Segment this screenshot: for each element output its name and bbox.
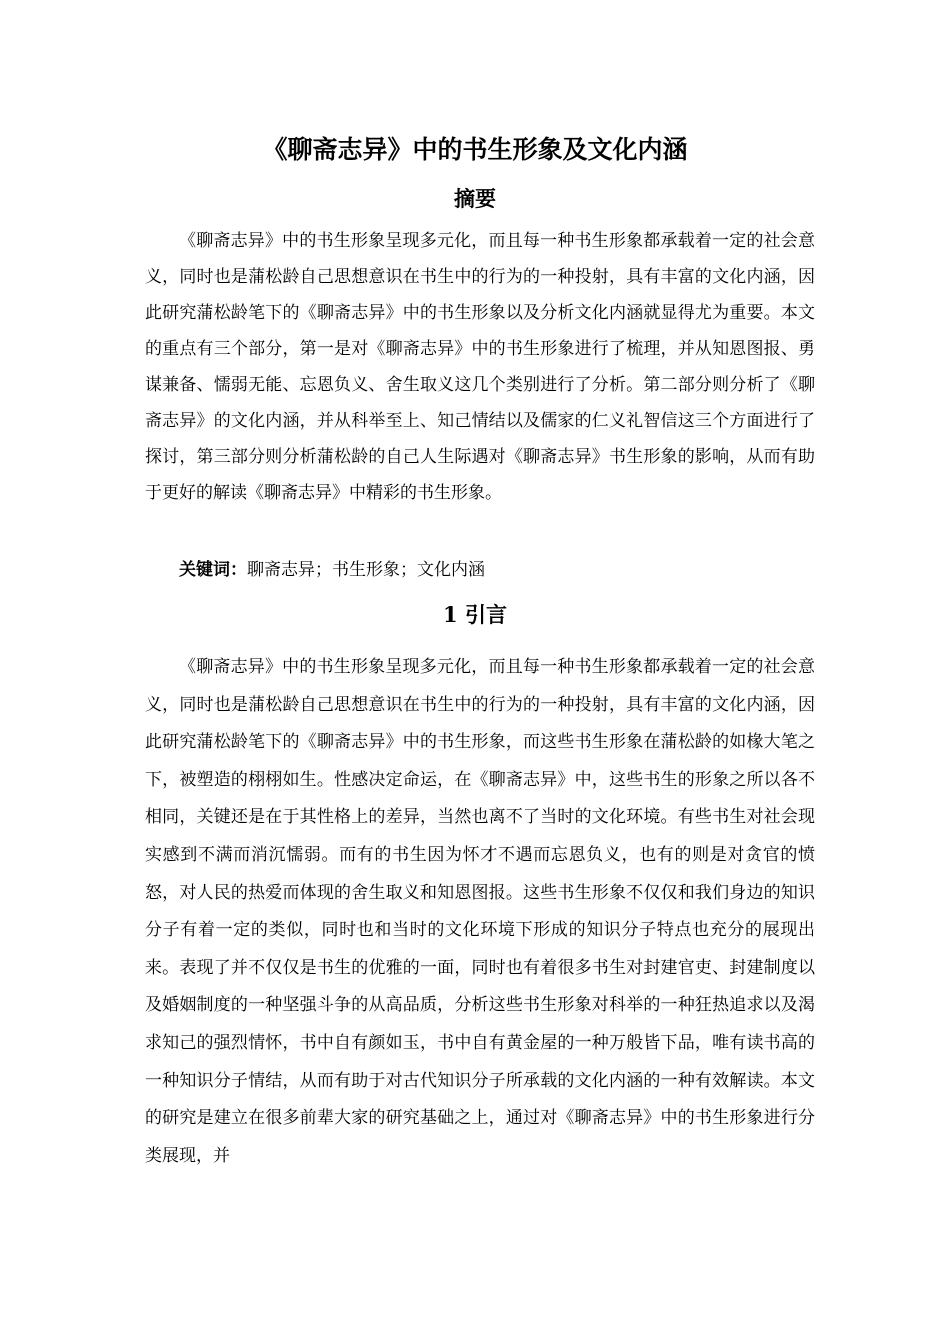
keywords-label: 关键词： — [179, 560, 247, 580]
section-heading-introduction: 1 引言 — [443, 602, 507, 627]
introduction-paragraph: 《聊斋志异》中的书生形象呈现多元化，而且每一种书生形象都承载着一定的社会意义，同时也是蒲松龄自己思想意识在书生中的行为的一种投射，具有丰富的文化内涵，因此研究蒲松龄笔下的《聊斋志异》中的书生形象，而这些书生形象在蒲松龄的如椽大笔之下，被塑造的栩栩如生。性感决定命运，在《聊斋志异》中，这些书生的形象之所以各不相同，关键还是在于其性格上的差异，当然也离不了当时的文化环境。有些书生对社会现实感到不满而消沉懦弱。而有的书生因为怀才不遇而忘恩负义，也有的则是对贪官的愤怒，对人民的热爱而体现的舍生取义和知恩图报。这些书生形象不仅仅和我们身边的知识分子有着一定的类似，同时也和当时的文化环境下形成的知识分子特点也充分的展现出来。表现了并不仅仅是书生的优雅的一面，同时也有着很多书生对封建官吏、封建制度以及婚姻制度的一种坚强斗争的从高品质，分析这些书生形象对科举的一种狂热追求以及渴求知己的强烈情怀，书中自有颜如玉，书中自有黄金屋的一种万般皆下品，唯有读书高的一种知识分子情结，从而有助于对古代知识分子所承载的文化内涵的一种有效解读。本文的研究是建立在很多前辈大家的研究基础之上，通过对《聊斋志异》中的书生形象进行分类展现，并 — [145, 657, 815, 1166]
document-title: 《聊斋志异》中的书生形象及文化内涵 — [262, 135, 688, 164]
keywords-line — [145, 555, 815, 585]
abstract-paragraph: 《聊斋志异》中的书生形象呈现多元化，而且每一种书生形象都承载着一定的社会意义，同时也是蒲松龄自己思想意识在书生中的行为的一种投射，具有丰富的文化内涵，因此研究蒲松龄笔下的《聊斋志异》中的书生形象以及分析文化内涵就显得尤为重要。本文的重点有三个部分，第一是对《聊斋志异》中的书生形象进行了梳理，并从知恩图报、勇谋兼备、懦弱无能、忘恩负义、舍生取义这几个类别进行了分析。第二部分则分析了《聊斋志异》的文化内涵，并从科举至上、知己情结以及儒家的仁义礼智信这三个方面进行了探讨，第三部分则分析蒲松龄的自己人生际遇对《聊斋志异》书生形象的影响，从而有助于更好的解读《聊斋志异》中精彩的书生形象。 — [145, 231, 815, 503]
abstract-heading: 摘要 — [454, 186, 496, 211]
keywords-value: 聊斋志异；书生形象；文化内涵 — [247, 560, 485, 580]
